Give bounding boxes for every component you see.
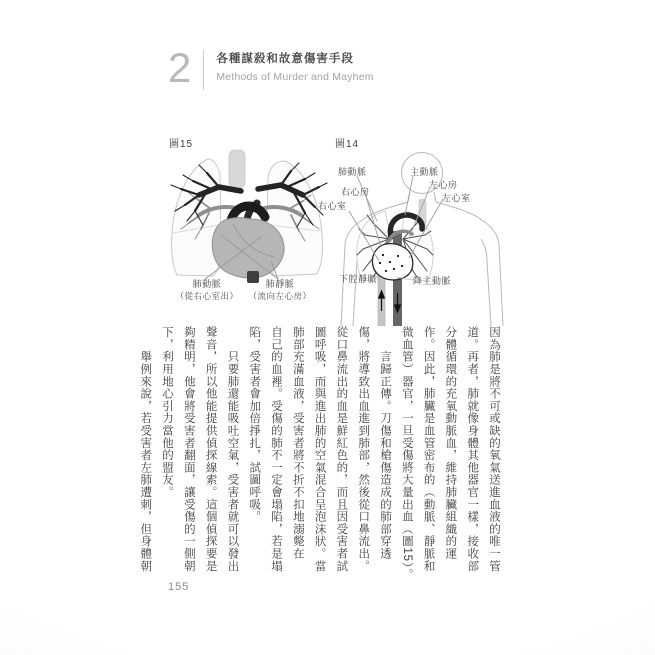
chapter-title-en: Methods of Murder and Mayhem [216,71,374,83]
body-text-line: 因為肺是將不可或缺的氧氣送進血液的唯一管 [488,326,500,572]
label-right-atrium: 右心房 [341,187,370,197]
body-text-line: 傷，將導致出血進到肺部，然後從口鼻流出。 [357,326,370,572]
body-text-line: 言歸正傳。刀傷和槍傷造成的肺部穿透 [379,326,392,560]
label-right-ventricle: 右心室 [318,201,347,211]
page-number: 155 [168,581,190,593]
label-pulmonary-vein-note: （流向左心房） [248,291,312,301]
figure-14-torso-heart [318,135,505,325]
label-descending-aorta: 降主動脈 [413,276,452,286]
body-text-line: 作。因此，肺臟是血管密布的（動脈、靜脈和 [422,326,435,572]
body-text-line: 下，利用地心引力當他的盟友。 [161,326,174,499]
label-pulmonary-artery: 肺動脈 [192,279,222,289]
chapter-title-zh: 各種謀殺和故意傷害手段 [216,53,354,65]
body-text-line: 只要肺還能吸吐空氣，受害者就可以發出 [226,326,239,572]
chapter-titles [204,48,373,83]
body-text-line: 聲音，所以他能提供偵探線索。這個偵探要是 [204,326,217,572]
body-text [130,326,504,581]
figure-15-illustration [163,149,333,283]
body-text-line: 從口鼻流出的血是鮮紅色的，而且因受害者試 [335,326,348,572]
body-text-line: 陷，受害者會加倍掙扎，試圖呼吸。 [248,326,261,523]
chapter-header [168,44,374,91]
body-text-line: 分體循環的充氧動脈血，維持肺臟組織的運 [444,326,457,560]
figure-14-caption: 圖14 [335,139,360,150]
label-left-ventricle: 左心室 [442,193,471,203]
figure-15-caption: 圖15 [169,139,194,150]
figure-15-lungs-heart [163,135,333,325]
body-text-line: 自己的血裡。受傷的肺不一定會塌陷，若是塌 [270,326,283,572]
chapter-number: 2 [168,44,192,91]
label-pulmonary-vein: 肺靜脈 [265,279,295,289]
body-text-line: 道。再者，肺就像身體其他器官一樣，接收部 [466,326,479,572]
label-pulmonary-artery: 肺動脈 [338,167,367,177]
label-left-atrium: 左心房 [429,180,458,190]
body-text-line: 夠精明，他會將受害者翻面，讓受傷的一側朝 [182,326,195,572]
body-text-line: 舉例來說，若受害者左肺遭刺，但身體朝 [139,326,152,572]
body-text-line: 肺部充滿血液，受害者將不折不扣地溺斃在 [291,326,304,560]
label-pulmonary-artery-note: （從右心室出） [175,291,239,301]
label-inferior-vena-cava: 下腔靜脈 [339,274,378,284]
body-text-line: 微血管）器官，一旦受傷將大量出血（圖15）。 [400,326,413,581]
body-text-line: 圖呼吸，而與進出肺的空氣混合呈泡沫狀。當 [313,326,326,572]
label-aorta: 主動脈 [410,167,439,177]
